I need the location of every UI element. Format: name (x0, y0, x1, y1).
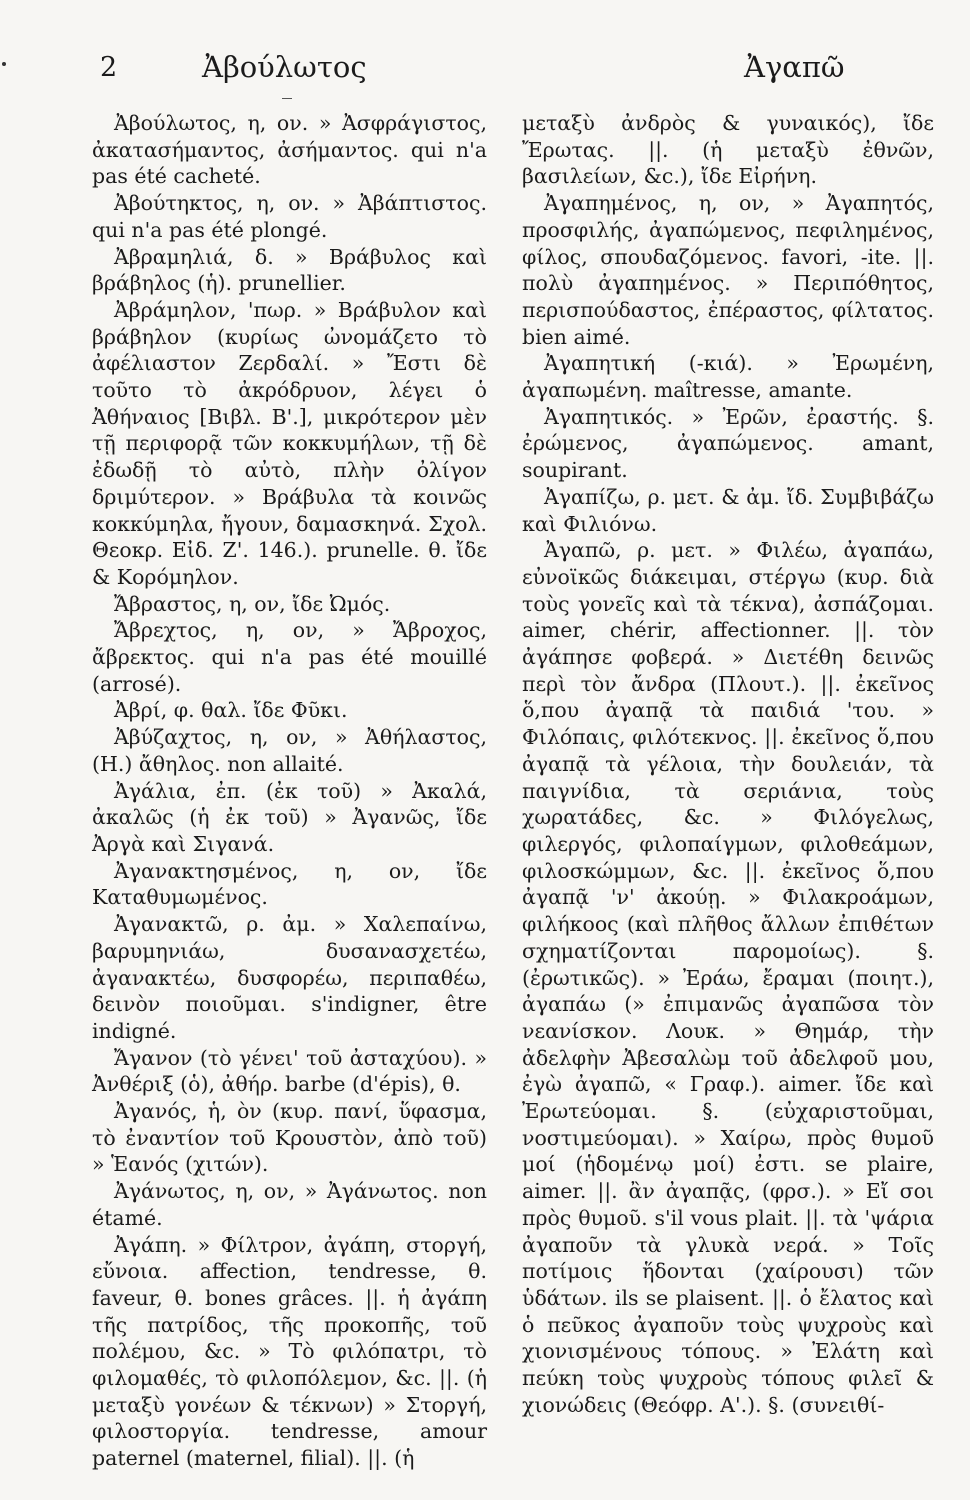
left-column (92, 110, 487, 1472)
dictionary-entry: Ἀβράμηλον, 'πωρ. » Βράβυλον καὶ βράβηλον (κυρίως ὠνομάζετο τὸ ἀφέλιαστον Ζερδαλί. » Ἔστι δὲ τοῦτο τὸ ἀκρόδρυον, λέγει ὁ Ἀθήναιος [Βιβλ. Β'.], μικρότερον μὲν τῇ περιφορᾷ τῶν κοκκυμήλων, τῇ δὲ ἐδωδῇ τὸ αὐτὸ, πλὴν ὀλίγον δριμύτερον. » Βράβυλα τὰ κοινῶς κοκκύμηλα, ἤγουν, δαμασκηνά. Σχολ. Θεοκρ. Εἰδ. Ζ'. 146.). prunelle. θ. ἴδε & Κορόμηλον. (92, 297, 487, 589)
dictionary-entry: Ἀγανακτησμένος, η, ον, ἴδε Καταθυμωμένος. (92, 858, 487, 910)
dictionary-entry: Ἀβραμηλιά, δ. » Βράβυλος καὶ βράβηλος (ἡ). prunellier. (92, 244, 487, 296)
dictionary-entry: Ἀγάνωτος, η, ον, » Ἀγάνωτος. non étamé. (92, 1179, 487, 1230)
dictionary-entry: Ἀγαπητικός. » Ἐρῶν, ἐραστής. §. ἐρώμενος, ἀγαπώμενος. amant, soupirant. (522, 404, 934, 483)
page-number: 2 (100, 52, 118, 83)
dictionary-entry: Ἀβούλωτος, η, ον. » Ἀσφράγιστος, ἀκατασήμαντος, ἀσήμαντος. qui n'a pas été cacheté. (92, 111, 487, 189)
dictionary-entry: Ἀγαπημένος, η, ον, » Ἀγαπητός, προσφιλής, ἀγαπώμενος, πεφιλημένος, φίλος, σπουδαζόμενος. favori, -ite. ||. πολὺ ἀγαπημένος. » Περιπόθητος, περισπούδαστος, ἐπέραστος, φίλτατος. bien aimé. (522, 191, 934, 349)
dictionary-entry: Ἀγαπητική (-κιά). » Ἐρωμένη, ἀγαπωμένη. maîtresse, amante. (522, 351, 934, 403)
dictionary-entry: Ἄβραστος, η, ον, ἴδε Ὠμός. (114, 591, 391, 616)
dictionary-entry: Ἄγανον (τὸ γένει' τοῦ ἀσταχύου). » Ἀνθέριξ (ὁ), ἀθήρ. barbe (d'épis), θ. (92, 1045, 487, 1097)
page-header (96, 48, 934, 98)
dictionary-entry: Ἄβρεχτος, η, ον, » Ἄβροχος, ἄβρεκτος. qui n'a pas été mouillé (arrosé). (92, 618, 487, 696)
dictionary-entry: Ἀγανός, ἡ, ὸν (κυρ. πανί, ὕφασμα, τὸ ἐναντίον τοῦ Κρουστὸν, ἀπὸ τοῦ) » Ἑανός (χιτών). (92, 1099, 487, 1177)
right-guide-word: Ἀγαπῶ (744, 50, 845, 84)
dictionary-entry: Ἀγανακτῶ, ρ. ἀμ. » Χαλεπαίνω, βαρυμηνιάω, δυσανασχετέω, ἀγανακτέω, δυσφορέω, περιπαθέω, δεινὸν ποιοῦμαι. s'indigner, être indigné. (92, 912, 487, 1043)
dictionary-entry: Ἀγαπῶ, ρ. μετ. » Φιλέω, ἀγαπάω, εὐνοϊκῶς διάκειμαι, στέργω (κυρ. διὰ τοὺς γονεῖς καὶ τὰ τέκνα), ἀσπάζομαι. aimer, chérir, affectionner. ||. τὸν ἀγάπησε φοβερά. » Διετέθη δεινῶς περὶ τὸν ἄνδρα (Πλουτ.). ||. ἐκεῖνος ὅ,που ἀγαπᾷ τὰ παιδιά 'του. » Φιλόπαις, φιλότεκνος. ||. ἐκεῖνος ὅ,που ἀγαπᾷ τὰ γέλοια, τὴν δουλειάν, τὰ παιγνίδια, τὰ σεριάνια, τοὺς χωρατάδες, &c. » Φιλόγελως, φιλεργός, φιλοπαίγμων, φιλοθεάμων, φιλοσκώμμων, &c. ||. ἐκεῖνος ὅ,που ἀγαπᾷ 'ν' ἀκούῃ. » Φιλακροάμων, φιλήκοος (καὶ πλῆθος ἄλλων ἐπιθέτων σχηματίζονται παρομοίως). §. (ἐρωτικῶς). » Ἐράω, ἔραμαι (ποιητ.), ἀγαπάω (» ἐπιμανῶς ἀγαπῶσα τὸν νεανίσκον. Λουκ. » Θημάρ, τὴν ἀδελφὴν Ἀβεσαλὼμ τοῦ ἀδελφοῦ μου, ἐγὼ ἀγαπῶ, « Γραφ.). aimer. ἴδε καὶ Ἐρωτεύομαι. §. (εὐχαριστοῦμαι, νοστιμεύομαι). » Χαίρω, πρὸς θυμοῦ μοί (ἡδομένῳ μοί) ἐστι. se plaire, aimer. ||. ἂν ἀγαπᾷς, (φρσ.). » Εἴ σοι πρὸς θυμοῦ. s'il vous plait. ||. τὰ 'ψάρια ἀγαποῦν τὰ γλυκὰ νερά. » Τοῖς ποτίμοις ἥδονται (χαίρουσι) τῶν ὑδάτων. ils se plaisent. ||. ὁ ἔλατος καὶ ὁ πεῦκος ἀγαποῦν τοὺς ψυχροὺς καὶ χιονισμένους τόπους. » Ἐλάτη καὶ πεύκη τοὺς ψυχροὺς τόπους φιλεῖ & χιονώδεις (Θεόφρ. Α'.). §. (συνειθί- (522, 538, 934, 1417)
dictionary-entry: Ἀβύζαχτος, η, ον, » Ἀθήλαστος, (Η.) ἄθηλος. non allaité. (92, 725, 487, 776)
margin-speck (2, 62, 6, 66)
left-guide-word: Ἀβούλωτος (202, 50, 367, 84)
dictionary-entry: Ἀγαπίζω, ρ. μετ. & ἀμ. ἴδ. Συμβιβάζω καὶ Φιλιόνω. (522, 484, 934, 536)
dictionary-entry: Ἀγάλια, ἐπ. (ἐκ τοῦ) » Ἀκαλά, ἀκαλῶς (ἡ ἐκ τοῦ) » Ἀγανῶς, ἴδε Ἀργὰ καὶ Σιγανά. (92, 778, 487, 856)
dictionary-entry: Ἀβρί, φ. θαλ. ἴδε Φῦκι. (114, 698, 348, 723)
right-column (522, 110, 934, 1418)
dictionary-entry-continued: μεταξὺ ἀνδρὸς & γυναικός), ἴδε Ἔρωτας. ||. (ἡ μεταξὺ ἐθνῶν, βασιλείων, &c.), ἴδε Εἰρήνη. (522, 111, 934, 189)
header-dash (282, 98, 292, 99)
dictionary-entry: Ἀβούτηκτος, η, ον. » Ἀβάπτιστος. qui n'a pas été plongé. (92, 191, 487, 242)
dictionary-entry: Ἀγάπη. » Φίλτρον, ἀγάπη, στοργή, εὔνοια. affection, tendresse, θ. faveur, θ. bones grâces. ||. ἡ ἀγάπη τῆς πατρίδος, τῆς προκοπῆς, τοῦ πολέμου, &c. » Τὸ φιλόπατρι, τὸ φιλομαθές, τὸ φιλοπόλεμον, &c. ||. (ἡ μεταξὺ γονέων & τέκνων) » Στοργή, φιλοστοργία. tendresse, amour paternel (maternel, filial). ||. (ἡ (92, 1232, 487, 1471)
